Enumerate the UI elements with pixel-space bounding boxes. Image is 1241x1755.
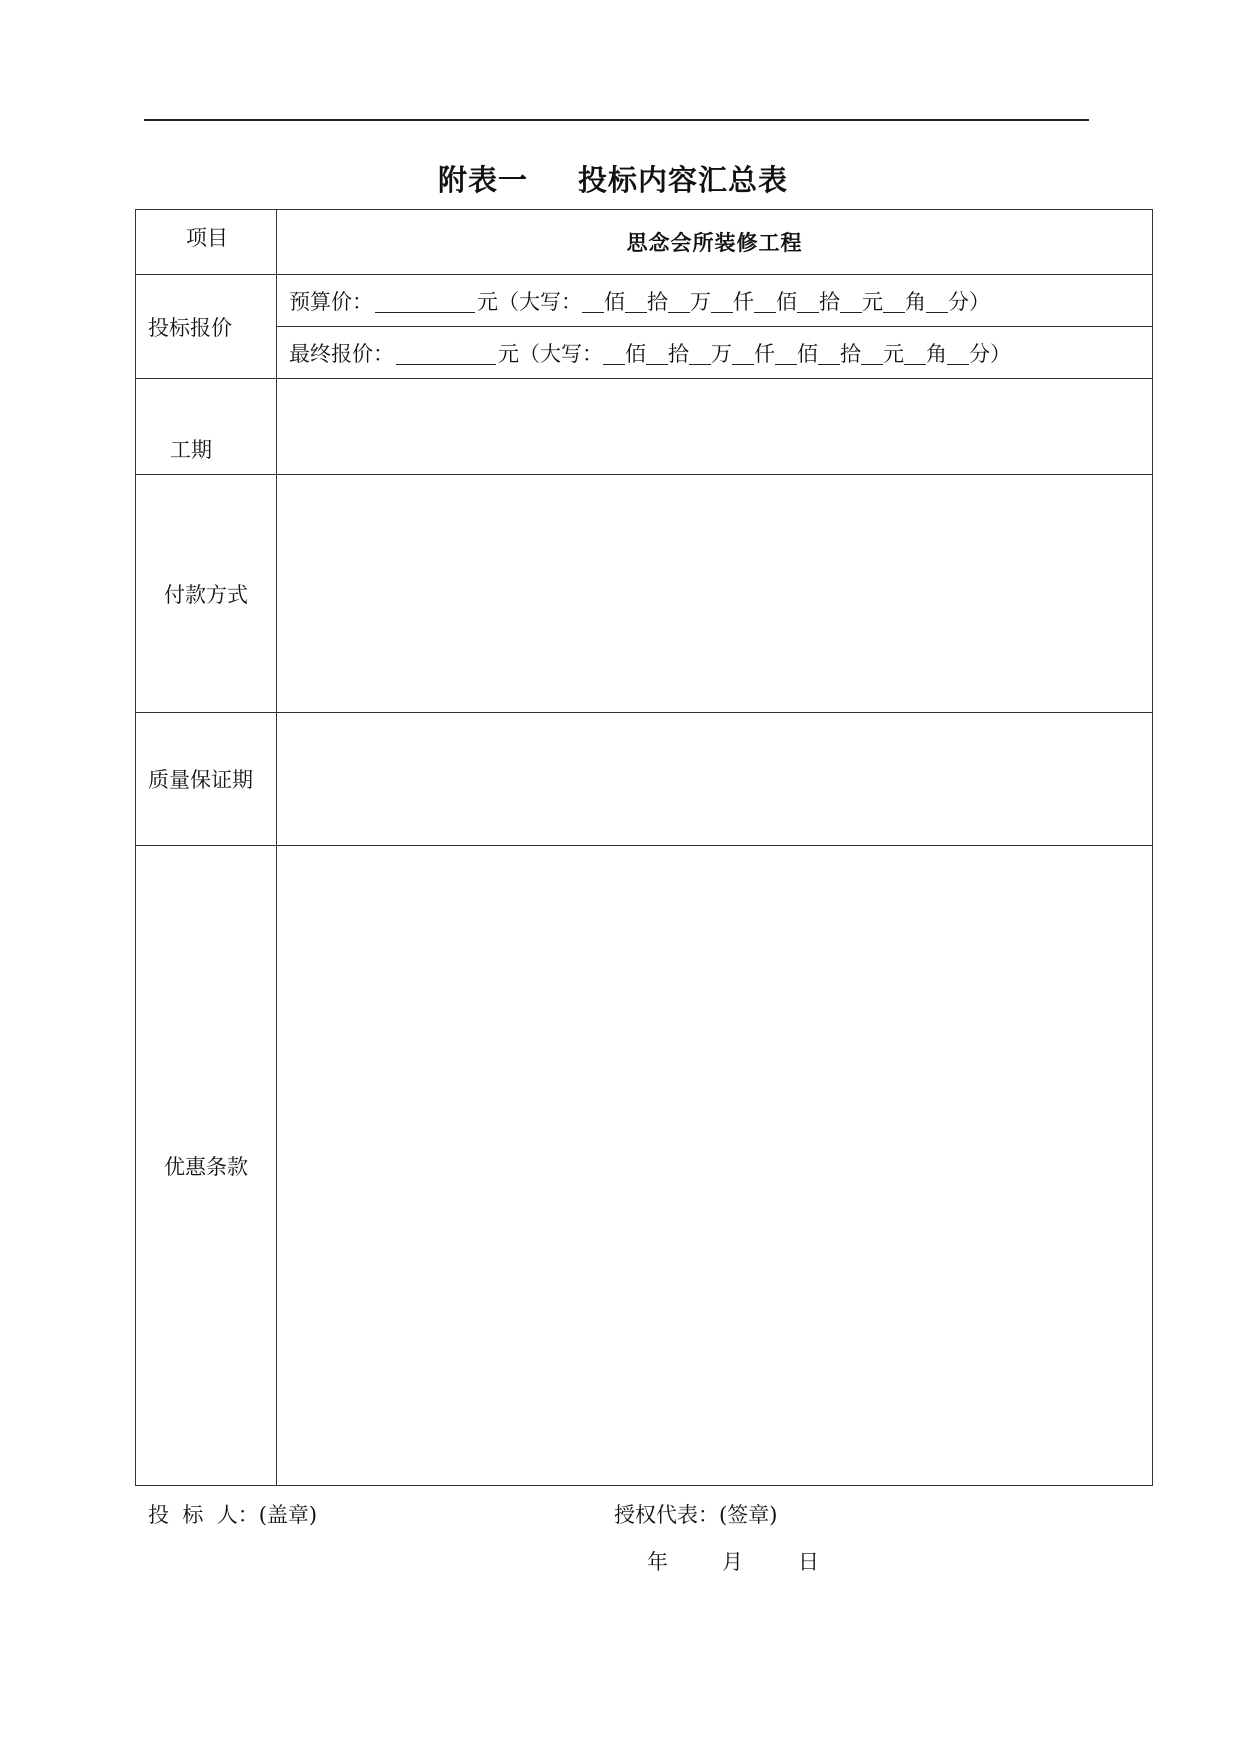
project-label-cell <box>136 210 277 275</box>
capital-digit-blank[interactable] <box>668 292 690 313</box>
bid-price-label: 投标报价 <box>148 315 232 340</box>
capital-unit-label: 佰 <box>776 289 797 314</box>
capital-digit-blank[interactable] <box>840 292 862 313</box>
final-price-row <box>136 327 1153 379</box>
bid-price-label-cell <box>136 275 277 379</box>
capital-unit-label: 分 <box>969 341 990 366</box>
duration-label: 工期 <box>170 438 212 462</box>
capital-unit-label: 佰 <box>625 341 646 366</box>
final-capital-units <box>603 342 990 366</box>
project-label: 项目 <box>186 226 228 250</box>
warranty-label-cell <box>136 713 277 846</box>
title-main: 投标内容汇总表 <box>578 163 789 197</box>
warranty-label: 质量保证期 <box>148 768 253 792</box>
capital-digit-blank[interactable] <box>861 344 883 365</box>
capital-digit-blank[interactable] <box>883 292 905 313</box>
payment-row <box>136 475 1153 713</box>
payment-value-cell[interactable] <box>277 475 1153 713</box>
budget-amount-blank[interactable] <box>375 292 475 313</box>
duration-label-cell <box>136 379 277 475</box>
capital-unit-label: 拾 <box>819 289 840 314</box>
budget-price-label: 预算价： <box>289 289 373 314</box>
capital-digit-blank[interactable] <box>797 292 819 313</box>
header-rule <box>144 119 1089 121</box>
capital-digit-blank[interactable] <box>947 344 969 365</box>
capital-digit-blank[interactable] <box>625 292 647 313</box>
capital-unit-label: 拾 <box>840 341 861 366</box>
capital-unit-label: 万 <box>711 341 732 366</box>
capital-digit-blank[interactable] <box>904 344 926 365</box>
capital-prefix: 元（大写： <box>498 341 603 366</box>
bid-summary-table <box>135 209 1153 1486</box>
bidder-signature-label: 投 标 人：(盖章) <box>148 1503 318 1527</box>
capital-suffix: ） <box>990 341 1011 366</box>
capital-digit-blank[interactable] <box>603 344 625 365</box>
duration-row <box>136 379 1153 475</box>
date-year: 年 <box>647 1550 668 1574</box>
capital-unit-label: 元 <box>862 289 883 314</box>
discount-row <box>136 846 1153 1486</box>
capital-unit-label: 角 <box>926 341 947 366</box>
final-amount-blank[interactable] <box>396 344 496 365</box>
capital-unit-label: 仟 <box>733 289 754 314</box>
project-name: 思念会所装修工程 <box>626 230 803 255</box>
budget-price-cell <box>277 275 1153 327</box>
budget-capital-units <box>582 290 969 314</box>
capital-unit-label: 拾 <box>647 289 668 314</box>
capital-digit-blank[interactable] <box>754 292 776 313</box>
date-day: 日 <box>798 1550 819 1574</box>
capital-digit-blank[interactable] <box>646 344 668 365</box>
capital-unit-label: 元 <box>883 341 904 366</box>
capital-digit-blank[interactable] <box>582 292 604 313</box>
discount-label-cell <box>136 846 277 1486</box>
capital-unit-label: 万 <box>690 289 711 314</box>
date-month: 月 <box>722 1550 743 1574</box>
capital-unit-label: 佰 <box>604 289 625 314</box>
capital-unit-label: 佰 <box>797 341 818 366</box>
capital-digit-blank[interactable] <box>926 292 948 313</box>
capital-prefix: 元（大写： <box>477 289 582 314</box>
capital-unit-label: 角 <box>905 289 926 314</box>
discount-label: 优惠条款 <box>164 1154 248 1179</box>
capital-unit-label: 仟 <box>754 341 775 366</box>
capital-digit-blank[interactable] <box>775 344 797 365</box>
capital-digit-blank[interactable] <box>732 344 754 365</box>
discount-value-cell[interactable] <box>277 846 1153 1486</box>
title-prefix: 附表一 <box>438 163 529 197</box>
capital-digit-blank[interactable] <box>818 344 840 365</box>
capital-digit-blank[interactable] <box>689 344 711 365</box>
warranty-value-cell[interactable] <box>277 713 1153 846</box>
project-row <box>136 210 1153 275</box>
capital-unit-label: 分 <box>948 289 969 314</box>
capital-digit-blank[interactable] <box>711 292 733 313</box>
budget-price-row <box>136 275 1153 327</box>
representative-signature-label: 授权代表：(签章) <box>614 1503 778 1527</box>
capital-unit-label: 拾 <box>668 341 689 366</box>
final-price-label: 最终报价： <box>289 341 394 366</box>
capital-suffix: ） <box>969 289 990 314</box>
payment-label-cell <box>136 475 277 713</box>
warranty-row <box>136 713 1153 846</box>
payment-label: 付款方式 <box>164 582 248 607</box>
duration-value-cell[interactable] <box>277 379 1153 475</box>
final-price-cell <box>277 327 1153 379</box>
project-name-cell <box>277 210 1153 275</box>
